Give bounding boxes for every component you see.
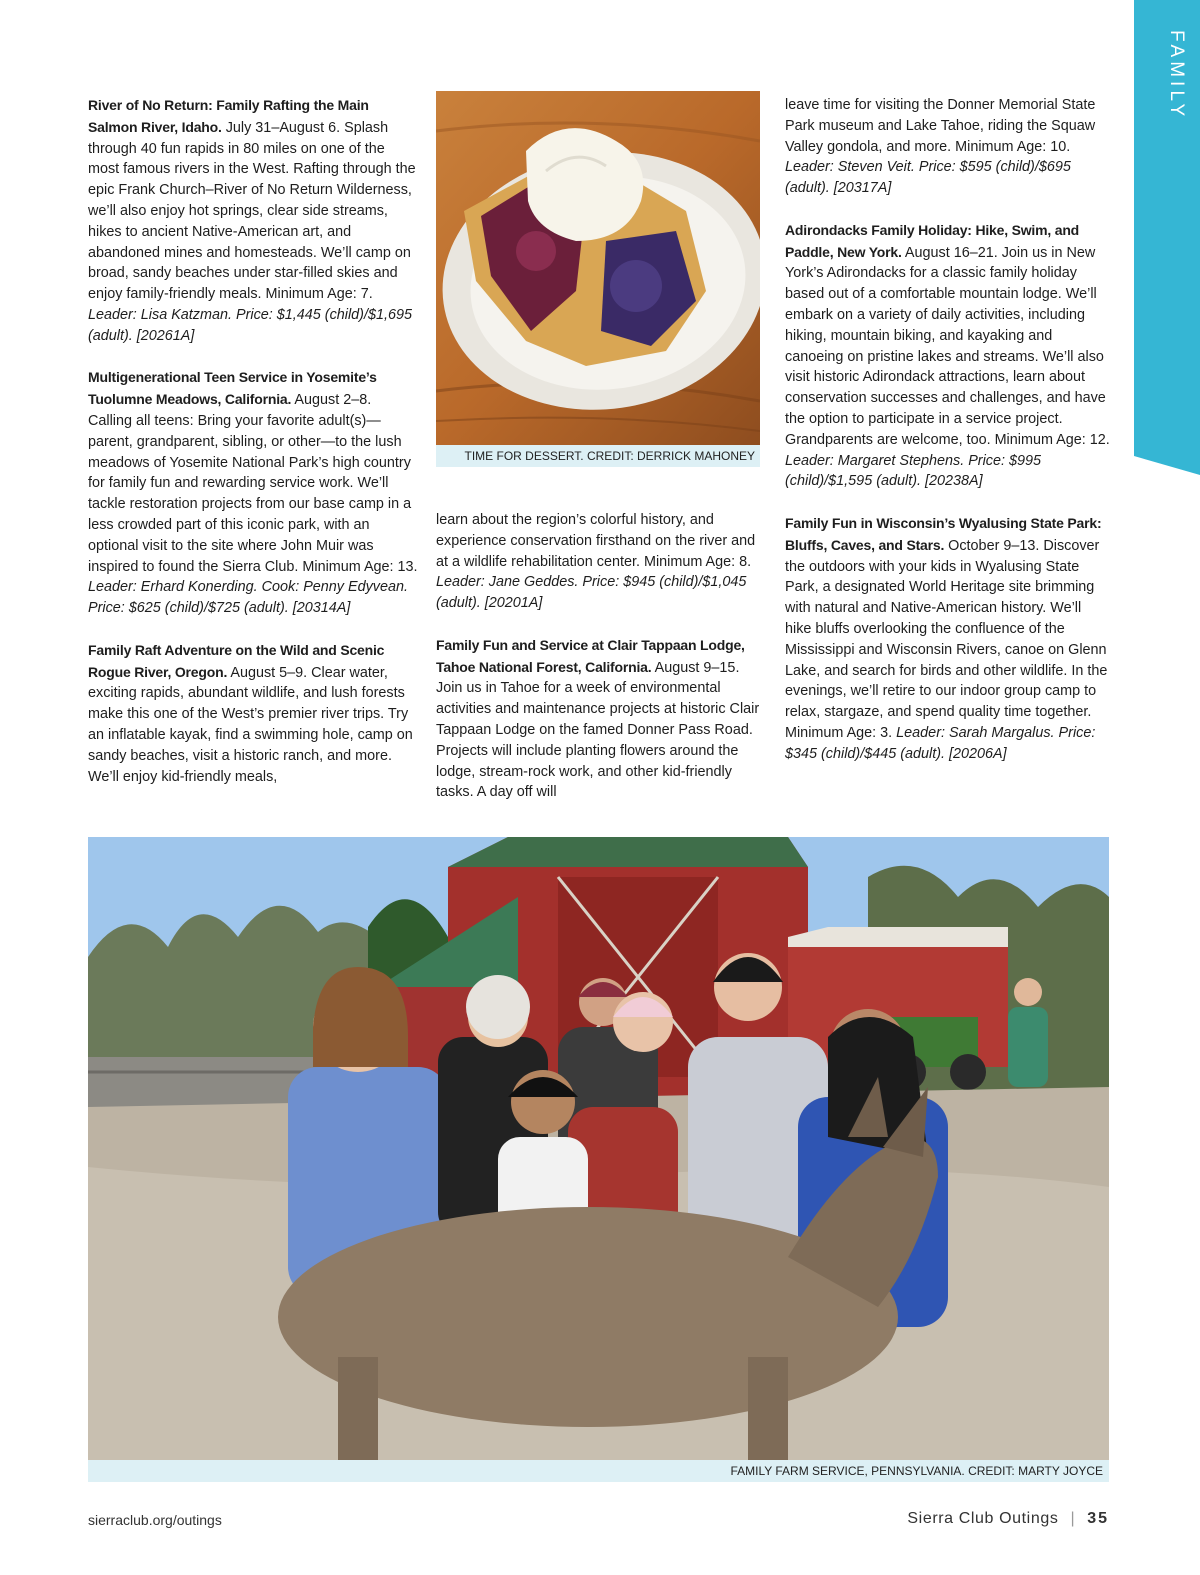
- trip-heading: Family Fun and Service at Clair Tappaan Lodge, Tahoe National Forest, California.: [436, 636, 745, 675]
- trip-rogue-river-continued: [436, 510, 766, 614]
- footer-publication: [907, 1510, 1109, 1528]
- section-tab-label: FAMILY: [1166, 29, 1187, 121]
- farm-photo-caption: FAMILY FARM SERVICE, PENNSYLVANIA. CREDIT: MARTY JOYCE: [88, 1460, 1109, 1482]
- trip-details: Leader: Steven Veit. Price: $595 (child)/$695 (adult). [20317A]: [785, 159, 1071, 197]
- trip-clair-tappaan-lodge: [436, 635, 766, 803]
- trip-clair-tappaan-continued: [785, 95, 1110, 199]
- trip-details: Leader: Margaret Stephens. Price: $995 (child)/$1,595 (adult). [20238A]: [785, 452, 1041, 490]
- farm-photo: [88, 837, 1109, 1460]
- trip-wyalusing: [785, 513, 1110, 765]
- page-number: 35: [1087, 1510, 1109, 1527]
- trip-details: Leader: Lisa Katzman. Price: $1,445 (child)/$1,695 (adult). [20261A]: [88, 306, 412, 344]
- trip-body: August 9–15. Join us in Tahoe for a week of environmental activities and maintenance projects at historic Clair Tappaan Lodge on the famed Donner Pass Road. Projects will include planting flowers around the lodge, stream-rock work, and other kid-friendly tasks. A day off will: [436, 659, 760, 801]
- trip-body: August 5–9. Clear water, exciting rapids, abundant wildlife, and lush forests make this one of the West’s premier river trips. Try an inflatable kayak, find a swimming hole, camp on sandy beaches, visit a historic ranch, and more. We’ll enjoy kid-friendly meals,: [88, 664, 413, 785]
- trip-heading: Family Fun in Wisconsin’s Wyalusing State Park: Bluffs, Caves, and Stars.: [785, 514, 1102, 553]
- dessert-photo-caption: TIME FOR DESSERT. CREDIT: DERRICK MAHONEY: [436, 445, 760, 467]
- trip-body: July 31–August 6. Splash through 40 fun rapids in 80 miles on one of the most famous rivers in the West. Rafting through the epic Frank Church–River of No Return Wilderness, we’ll also enjoy hot springs, clear side streams, hikes to ancient Native-American art, and abandoned mines and homesteads. We’ll camp on broad, sandy beaches under star-filled skies and enjoy family-friendly meals. Minimum Age: 7.: [88, 119, 416, 303]
- publication-name: Sierra Club Outings: [907, 1510, 1059, 1527]
- trip-body: October 9–13. Discover the outdoors with your kids in Wyalusing State Park, a designated World Heritage site brimming with natural and Native-American history. We’ll hike bluffs overlooking the confluence of the Mississippi and Wisconsin Rivers, canoe on Glenn Lake, and search for birds and other wildlife. In the evenings, we’ll retire to our indoor group camp to relax, stargaze, and spend quality time together. Minimum Age: 3.: [785, 537, 1108, 741]
- trip-adirondacks: [785, 220, 1110, 492]
- trip-body: leave time for visiting the Donner Memorial State Park museum and Lake Tahoe, riding the Squaw Valley gondola, and more. Minimum Age: 10.: [785, 97, 1096, 155]
- trip-body: learn about the region’s colorful history, and experience conservation firsthand on the river and at a wildlife rehabilitation center. Minimum Age: 8.: [436, 512, 756, 570]
- column-3: [785, 95, 1110, 765]
- trip-details: Leader: Erhard Konerding. Cook: Penny Edyvean. Price: $625 (child)/$725 (adult). [20314A]: [88, 579, 408, 617]
- trip-river-of-no-return: [88, 95, 418, 347]
- trip-body: August 16–21. Join us in New York’s Adirondacks for a classic family holiday based out of a comfortable mountain lodge. We’ll embark on a variety of daily activities, including hiking, mountain biking, and kayaking and canoeing on pristine lakes and streams. We’ll also visit historic Adirondack attractions, learn about conservation successes and challenges, and have the option to participate in a service project. Grandparents are welcome, too. Minimum Age: 12.: [785, 244, 1110, 448]
- column-2: [436, 510, 766, 803]
- trip-heading: Family Raft Adventure on the Wild and Scenic Rogue River, Oregon.: [88, 641, 385, 680]
- column-1: [88, 95, 418, 787]
- dessert-illustration: [436, 91, 760, 445]
- dessert-photo: [436, 91, 760, 445]
- footer-url: sierraclub.org/outings: [88, 1512, 222, 1528]
- footer-separator: |: [1070, 1510, 1076, 1527]
- trip-heading: Multigenerational Teen Service in Yosemite’s Tuolumne Meadows, California.: [88, 369, 377, 408]
- trip-details: Leader: Sarah Margalus. Price: $345 (child)/$445 (adult). [20206A]: [785, 724, 1096, 762]
- trip-heading: River of No Return: Family Rafting the Main Salmon River, Idaho.: [88, 97, 369, 135]
- trip-rogue-river: [88, 640, 418, 788]
- trip-body: August 2–8. Calling all teens: Bring your favorite adult(s)—parent, grandparent, sibling, or other—to the lush meadows of Yosemite National Park’s high country for family fun and rewarding service work. We’ll tackle restoration projects from our base camp in a less crowded part of this iconic park, with an optional visit to the site where John Muir was inspired to found the Sierra Club. Minimum Age: 13.: [88, 392, 418, 575]
- farm-illustration: [88, 837, 1109, 1460]
- trip-yosemite-teen-service: [88, 367, 418, 619]
- trip-details: Leader: Jane Geddes. Price: $945 (child)/$1,045 (adult). [20201A]: [436, 574, 747, 612]
- trip-heading: Adirondacks Family Holiday: Hike, Swim, and Paddle, New York.: [785, 221, 1080, 260]
